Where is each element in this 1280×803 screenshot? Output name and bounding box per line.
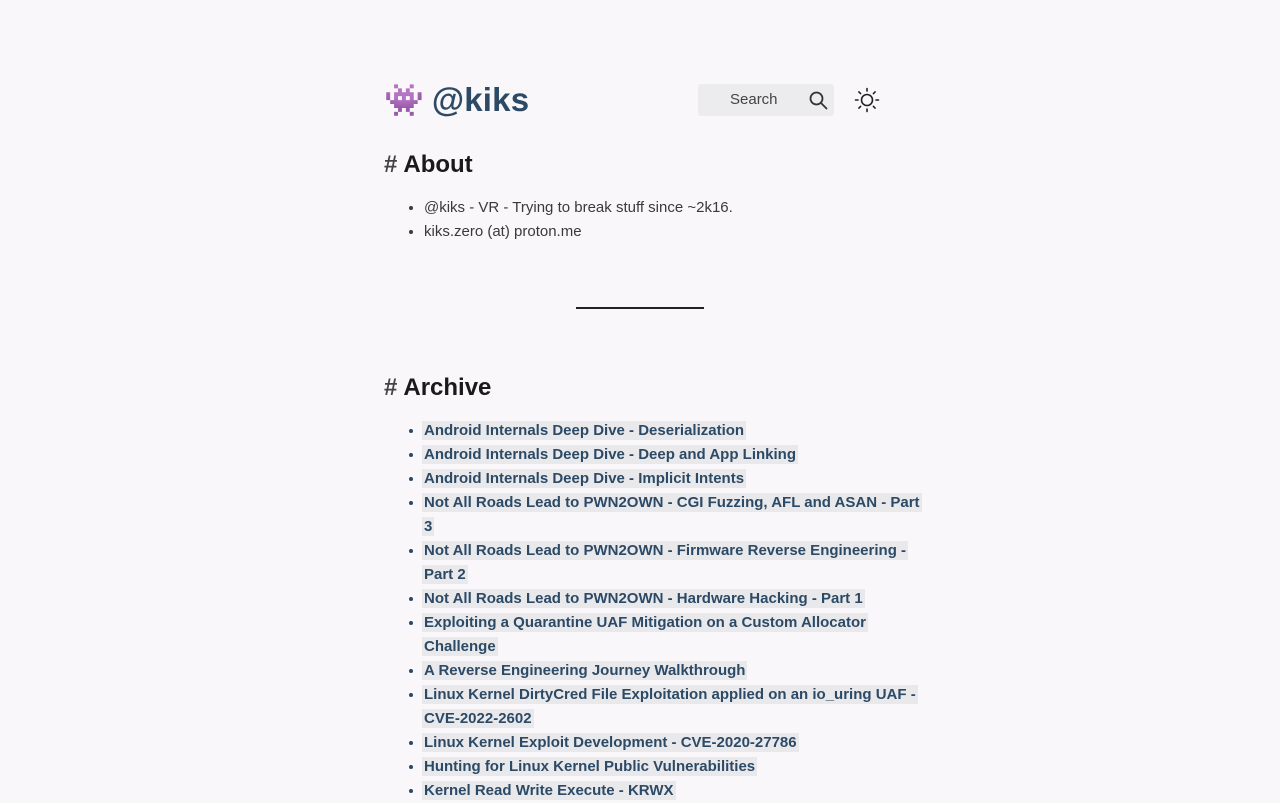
list-item [424,539,934,587]
list-item [424,611,934,659]
archive-heading [384,372,491,404]
about-list [384,196,934,244]
post-link[interactable]: Linux Kernel DirtyCred File Exploitation applied on an io_uring UAF - CVE-2022-2602 [424,686,916,727]
sun-icon[interactable] [854,87,880,113]
archive-list [384,419,934,803]
post-link[interactable]: Linux Kernel Exploit Development - CVE-2020-27786 [424,734,797,751]
page-container [384,0,920,799]
post-link[interactable]: Not All Roads Lead to PWN2OWN - Hardware Hacking - Part 1 [424,590,863,607]
post-link[interactable]: Not All Roads Lead to PWN2OWN - CGI Fuzzing, AFL and ASAN - Part 3 [424,494,920,535]
list-item [424,659,934,683]
list-item [424,779,934,803]
list-item: • @kiks - VR - Trying to break stuff since ~2k16. [424,196,934,220]
site-logo-link[interactable] [384,78,529,122]
list-item [424,683,934,731]
search-button[interactable] [698,84,834,116]
list-item: • kiks.zero (at) proton.me [424,220,934,244]
heading-anchor[interactable]: # [384,151,398,178]
section-divider [576,307,704,309]
post-link[interactable]: Exploiting a Quarantine UAF Mitigation on a Custom Allocator Challenge [424,614,866,655]
post-link[interactable]: Not All Roads Lead to PWN2OWN - Firmware Reverse Engineering - Part 2 [424,542,907,583]
alien-monster-icon: 👾 [384,81,424,119]
site-title: @kiks [431,81,530,118]
post-link[interactable]: Kernel Read Write Execute - KRWX [424,782,674,799]
about-heading-text: About [403,151,473,178]
post-link[interactable]: Hunting for Linux Kernel Public Vulnerabilities [424,758,756,775]
post-link[interactable]: Android Internals Deep Dive - Deserialization [424,422,745,439]
list-item [424,491,934,539]
list-item [424,755,934,779]
list-item [424,467,934,491]
about-heading [384,149,473,181]
archive-heading-text: Archive [403,374,492,401]
post-link[interactable]: Android Internals Deep Dive - Implicit Intents [424,470,745,487]
list-item [424,443,934,467]
list-item [424,419,934,443]
search-icon [808,90,828,110]
list-item [424,731,934,755]
list-item [424,587,934,611]
post-link[interactable]: Android Internals Deep Dive - Deep and App Linking [424,446,796,463]
heading-anchor[interactable]: # [384,374,398,401]
search-label: Search [730,91,778,108]
post-link[interactable]: A Reverse Engineering Journey Walkthrough [424,662,746,679]
